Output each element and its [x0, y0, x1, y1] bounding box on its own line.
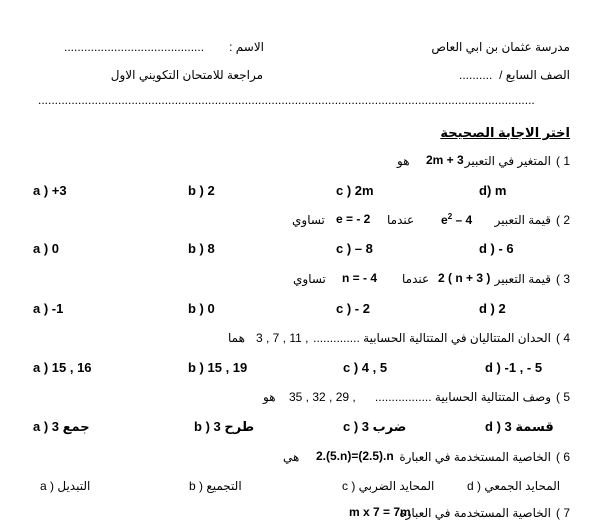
question-1-expr: 2m + 3: [426, 153, 464, 167]
question-4-number: 4 ): [555, 331, 570, 345]
question-3-tail: تساوي: [293, 272, 326, 286]
review-title: مراجعة للامتحان التكويني الاول: [110, 68, 263, 82]
school-name: مدرسة عثمان بن ابي العاص: [431, 40, 570, 54]
q3-choice-b[interactable]: b ) 0: [188, 301, 215, 316]
question-2-expr: [441, 212, 472, 227]
q5-choice-b[interactable]: طرح 3 ( b: [194, 419, 255, 434]
question-1-tail: هو: [397, 154, 410, 168]
question-2-text: قيمة التعبير: [494, 213, 551, 227]
q3-choice-c[interactable]: c ) - 2: [336, 301, 370, 316]
q5-choice-d[interactable]: قسمة 3 ( d: [485, 419, 554, 434]
question-5-number: 5 ): [555, 390, 570, 404]
question-7-expr: m x 7 = 7m: [349, 505, 411, 519]
question-4-seq: 3 , 7 , 11 ,: [256, 331, 309, 345]
name-dots: ..........................................: [64, 40, 205, 54]
question-1-number: 1 ): [555, 154, 570, 168]
question-7-number: 7 ): [555, 506, 570, 520]
question-3-text: قيمة التعبير: [494, 272, 551, 286]
question-6-text: الخاصية المستخدمة في العبارة: [399, 450, 551, 464]
section-title: اختر الاجابة الصحيحة: [440, 125, 570, 140]
q2-choice-d[interactable]: d ) - 6: [479, 241, 514, 256]
question-3-number: 3 ): [555, 272, 570, 286]
q6-choice-b[interactable]: التجميع ( b: [189, 479, 242, 493]
grade-label: الصف السابع /: [499, 68, 570, 82]
question-5-tail: هو: [263, 390, 276, 404]
q4-choice-b[interactable]: b ) 15 , 19: [188, 360, 248, 375]
question-6-number: 6 ): [555, 450, 570, 464]
question-5-seq: 35 , 32 , 29 ,: [289, 390, 356, 404]
question-3-expr: 2 ( n + 3 ): [438, 271, 491, 285]
question-2-tail: تساوي: [292, 213, 325, 227]
q6-choice-d[interactable]: المحايد الجمعي ( d: [467, 479, 561, 493]
question-5-text: وصف المتتالية الحسابية .................: [374, 390, 551, 404]
q2-choice-c[interactable]: c ) – 8: [336, 241, 373, 256]
q6-choice-c[interactable]: المحايد الضربي ( c: [342, 479, 435, 493]
question-2-number: 2 ): [555, 213, 570, 227]
q4-choice-c[interactable]: c ) 4 , 5: [343, 360, 388, 375]
q5-choice-a[interactable]: جمع 3 ( a: [33, 419, 90, 434]
q1-choice-a[interactable]: a ) +3: [33, 183, 67, 198]
question-2-expr-sup: 2: [447, 212, 453, 221]
q3-choice-d[interactable]: d ) 2: [479, 301, 506, 316]
q1-choice-d[interactable]: d) m: [479, 183, 507, 198]
question-2-expr-base: e: [441, 213, 448, 227]
question-6-tail: هي: [283, 450, 300, 464]
question-4-tail: هما: [228, 331, 245, 345]
question-2-when: عندما: [387, 213, 415, 227]
question-7-text: الخاصية المستخدمة في العبارة: [399, 506, 551, 520]
question-3-when: عندما: [402, 272, 430, 286]
question-6-expr: 2.(5.n)=(2.5).n: [316, 449, 394, 463]
question-4-text: الحدان المتتاليان في المتتالية الحسابية ..............: [313, 331, 551, 345]
question-1-text: المتغير في التعبير: [464, 154, 551, 168]
grade-dots: ..........: [459, 68, 493, 82]
question-2-cond: e = - 2: [336, 212, 371, 226]
question-3-cond: n = - 4: [342, 271, 378, 285]
q2-choice-a[interactable]: a ) 0: [33, 241, 60, 256]
q4-choice-a[interactable]: a ) 15 , 16: [33, 360, 92, 375]
q5-choice-c[interactable]: ضرب 3 ( c: [343, 419, 407, 434]
q3-choice-a[interactable]: a ) -1: [33, 301, 64, 316]
separator-dots: .....................................................................................................................................................: [38, 93, 535, 107]
q6-choice-a[interactable]: التبديل ( a: [40, 479, 91, 493]
q4-choice-d[interactable]: d ) -1 , - 5: [485, 360, 543, 375]
question-2-expr-rest: – 4: [455, 213, 473, 227]
q1-choice-b[interactable]: b ) 2: [188, 183, 215, 198]
q2-choice-b[interactable]: b ) 8: [188, 241, 215, 256]
q1-choice-c[interactable]: c ) 2m: [336, 183, 374, 198]
name-label: الاسم :: [229, 40, 264, 54]
